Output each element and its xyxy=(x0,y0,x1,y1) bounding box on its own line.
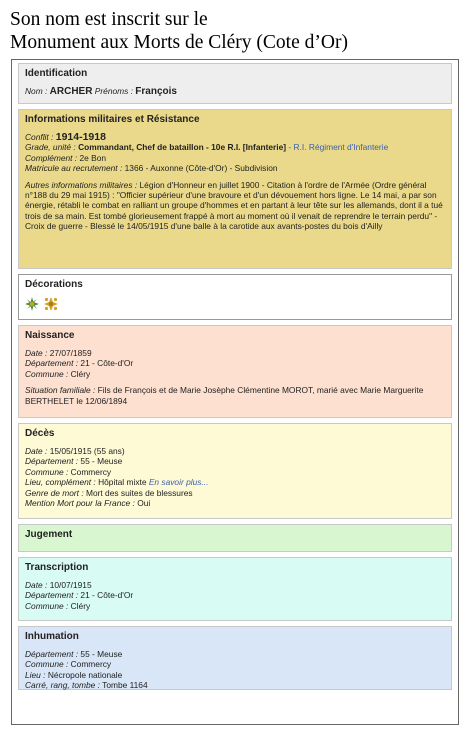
croix-de-guerre-icon xyxy=(44,297,58,311)
deces-commune-row xyxy=(25,467,445,477)
prenoms-value: François xyxy=(135,86,177,97)
inhumation-title: Inhumation xyxy=(25,631,79,642)
inhumation-commune-row xyxy=(25,659,445,669)
inhumation-carre-row xyxy=(25,680,445,690)
military-title: Informations militaires et Résistance xyxy=(25,114,200,125)
inhumation-dept-row xyxy=(25,649,445,659)
page-heading xyxy=(10,8,348,54)
nom-label: Nom : xyxy=(25,86,48,96)
deces-mention-label: Mention Mort pour la France : xyxy=(25,498,135,509)
deces-mention-value: Oui xyxy=(137,498,151,509)
medals-row xyxy=(25,297,445,311)
deces-commune-label: Commune : xyxy=(25,466,69,477)
inhumation-dept-value: 55 - Meuse xyxy=(80,649,123,659)
transcription-section xyxy=(18,557,452,621)
jugement-title: Jugement xyxy=(25,529,73,540)
naissance-commune-value: Cléry xyxy=(70,368,91,379)
complement-label: Complément : xyxy=(25,152,78,163)
matricule-value: 1366 - Auxonne (Côte-d'Or) - Subdivision xyxy=(124,163,278,174)
situation-row xyxy=(25,385,445,406)
conflit-row xyxy=(25,132,445,142)
inhumation-carre-value: Tombe 1164 xyxy=(102,680,148,691)
deces-genre-value: Mort des suites de blessures xyxy=(85,487,193,498)
naissance-section xyxy=(18,325,452,418)
deces-mention-row xyxy=(25,498,445,508)
transcription-dept-value: 21 - Côte-d'Or xyxy=(80,590,134,601)
conflit-label: Conflit : xyxy=(25,132,54,142)
deces-genre-label: Genre de mort : xyxy=(25,487,84,498)
inhumation-commune-value: Commercy xyxy=(70,659,112,670)
identification-title: Identification xyxy=(25,68,88,79)
grade-label: Grade, unité : xyxy=(25,142,76,153)
deces-date-label: Date : xyxy=(25,446,48,456)
deces-date-value: 15/05/1915 (55 ans) xyxy=(49,446,125,456)
transcription-commune-value: Cléry xyxy=(70,600,91,611)
nom-value: ARCHER xyxy=(49,86,93,97)
autres-row xyxy=(25,180,445,232)
transcription-commune-row xyxy=(25,601,445,611)
jugement-section xyxy=(18,524,452,552)
identification-section xyxy=(18,63,452,104)
matricule-row xyxy=(25,163,445,173)
naissance-date-row xyxy=(25,348,445,358)
inhumation-lieu-label: Lieu : xyxy=(25,669,46,680)
naissance-commune-label: Commune : xyxy=(25,368,69,379)
grade-row xyxy=(25,142,445,152)
military-section xyxy=(18,109,452,269)
record-card xyxy=(11,59,459,725)
matricule-label: Matricule au recrutement : xyxy=(25,163,123,174)
en-savoir-plus-link[interactable]: En savoir plus... xyxy=(148,477,209,488)
inhumation-carre-label: Carré, rang, tombe : xyxy=(25,680,100,691)
inhumation-section xyxy=(18,626,452,690)
deces-dept-label: Département : xyxy=(25,456,79,467)
heading-line-1: Son nom est inscrit sur le xyxy=(10,9,208,30)
autres-label: Autres informations militaires : xyxy=(25,179,138,190)
deces-lieu-value: Hôpital mixte xyxy=(98,477,149,488)
decorations-title: Décorations xyxy=(25,279,83,290)
grade-value: Commandant, Chef de bataillon - 10e R.I. [Infanterie] xyxy=(78,142,287,153)
situation-value: Fils de François et de Marie Josèphe Clémentine MOROT, marié avec Marie Marguerite BERTHELET le 12/06/1894 xyxy=(25,385,424,406)
naissance-dept-row xyxy=(25,358,445,368)
transcription-date-row xyxy=(25,580,445,590)
transcription-dept-label: Département : xyxy=(25,590,79,601)
deces-dept-value: 55 - Meuse xyxy=(80,456,123,467)
complement-row xyxy=(25,153,445,163)
naissance-dept-label: Département : xyxy=(25,358,79,369)
naissance-date-label: Date : xyxy=(25,348,48,358)
deces-genre-row xyxy=(25,488,445,498)
inhumation-commune-label: Commune : xyxy=(25,659,69,670)
naissance-dept-value: 21 - Côte-d'Or xyxy=(80,358,134,369)
deces-section xyxy=(18,423,452,519)
deces-title: Décès xyxy=(25,428,55,439)
deces-lieu-row xyxy=(25,477,445,487)
situation-label: Situation familiale : xyxy=(25,385,96,396)
naissance-commune-row xyxy=(25,369,445,379)
prenoms-label: Prénoms : xyxy=(94,86,133,96)
inhumation-lieu-row xyxy=(25,670,445,680)
transcription-title: Transcription xyxy=(25,562,89,573)
deces-commune-value: Commercy xyxy=(70,466,112,477)
naissance-title: Naissance xyxy=(25,330,75,341)
legion-honneur-icon xyxy=(25,297,39,311)
transcription-commune-label: Commune : xyxy=(25,600,69,611)
transcription-date-label: Date : xyxy=(25,580,48,590)
complement-value: 2e Bon xyxy=(79,152,107,163)
decorations-section xyxy=(18,274,452,320)
deces-lieu-label: Lieu, complément : xyxy=(25,477,96,488)
deces-date-row xyxy=(25,446,445,456)
conflit-value: 1914-1918 xyxy=(55,131,106,143)
heading-line-2: Monument aux Morts de Cléry (Cote d’Or) xyxy=(10,32,348,53)
transcription-dept-row xyxy=(25,590,445,600)
deces-dept-row xyxy=(25,456,445,466)
regiment-link[interactable]: - R.I. Régiment d'Infanterie xyxy=(286,142,389,153)
autres-value: Légion d'Honneur en juillet 1900 - Citation à l'ordre de l'Armée (Ordre général n°188 du 29 mai 1915) : "Officier supérieur d'une bravoure et d'un dévouement hors ligne. Le 14 mai, a par son énergie, rétabli le combat en ralliant un groupe d'hommes et en partant à leur tête sur les allemands, dont il a tué trois de sa main. Est tombé glorieusement frappé à mort au moment où il venait de reprendre le terrain perdu" - Croix de guerre - Blessé le 14/05/1915 d'une balle à la carotide aux avants-postes du bois d'Ailly xyxy=(25,179,443,232)
inhumation-dept-label: Département : xyxy=(25,649,79,659)
naissance-date-value: 27/07/1859 xyxy=(49,348,92,358)
transcription-date-value: 10/07/1915 xyxy=(49,580,92,590)
name-line xyxy=(25,86,445,97)
inhumation-lieu-value: Nécropole nationale xyxy=(47,669,123,680)
